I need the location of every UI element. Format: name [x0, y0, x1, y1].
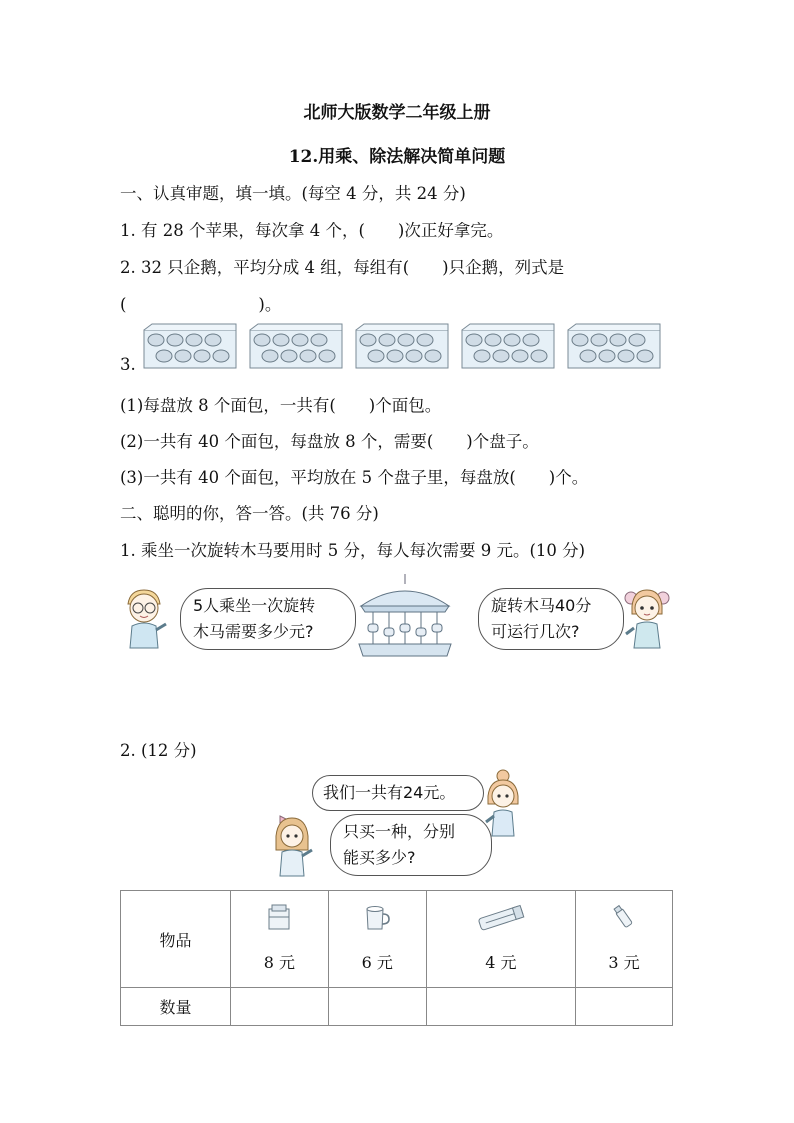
bread-tray-icon: [248, 322, 344, 370]
price-item-4: 3 元: [608, 953, 640, 972]
table-cell-item-1: [230, 891, 328, 988]
question-1-3-3: (3)一共有 40 个面包，平均放在 5 个盘子里，每盘放( )个。: [120, 468, 589, 487]
speech-bubble-middle: [330, 814, 492, 876]
speech-bubble-right-line2: 可运行几次?: [491, 622, 580, 641]
question-1-3-2: (2)一共有 40 个面包，每盘放 8 个，需要( )个盘子。: [120, 432, 539, 451]
quantity-answer-cell[interactable]: [230, 988, 328, 1026]
mug-icon: [363, 903, 391, 931]
glue-icon: [611, 903, 637, 933]
page-title: 北师大版数学二年级上册: [303, 103, 491, 123]
question-1-1: 1. 有 28 个苹果，每次拿 4 个，( )次正好拿完。: [120, 221, 504, 240]
table-row-items: [121, 891, 673, 988]
table-header-quantity: [121, 988, 231, 1026]
price-item-3: 4 元: [485, 953, 517, 972]
table-row-quantity: [121, 988, 673, 1026]
speech-bubble-top-text: 我们一共有24元。: [323, 783, 456, 802]
question-1-2-line2: ( )。: [120, 295, 282, 314]
speech-bubble-right-line1: 旋转木马40分: [491, 596, 592, 615]
pencil-box-icon: [266, 903, 292, 931]
speech-bubble-left-line2: 木马需要多少元?: [193, 622, 314, 641]
question-1-3-1: (1)每盘放 8 个面包，一共有( )个面包。: [120, 396, 442, 415]
speech-bubble-middle-line2: 能买多少?: [343, 848, 416, 867]
section1-heading: 一、认真审题，填一填。(每空 4 分，共 24 分): [120, 184, 466, 203]
table-header-items: [121, 891, 231, 988]
carousel-illustration: [355, 572, 455, 658]
speech-bubble-left-line1: 5人乘坐一次旋转: [193, 596, 316, 615]
bread-tray-icon: [460, 322, 556, 370]
goods-table: [120, 890, 673, 1026]
question-2-2: 2. (12 分): [120, 741, 197, 760]
price-item-2: 6 元: [361, 953, 393, 972]
quantity-answer-cell[interactable]: [328, 988, 426, 1026]
speech-bubble-middle-line1: 只买一种，分别: [343, 822, 456, 841]
question-2-1: 1. 乘坐一次旋转木马要用时 5 分，每人每次需要 9 元。(10 分): [120, 541, 586, 560]
bread-tray-icon: [354, 322, 450, 370]
quantity-answer-cell[interactable]: [426, 988, 575, 1026]
bread-trays-illustration: [142, 322, 662, 372]
question-1-3-number: 3.: [120, 355, 136, 374]
girl-illustration: [622, 584, 672, 650]
bread-tray-icon: [566, 322, 662, 370]
section2-heading: 二、聪明的你，答一答。(共 76 分): [120, 504, 379, 523]
quantity-answer-cell[interactable]: [576, 988, 673, 1026]
price-item-1: 8 元: [263, 953, 296, 972]
speech-bubble-left: [180, 588, 356, 650]
table-label-quantity: 数量: [159, 998, 192, 1017]
boy-illustration: [118, 586, 170, 652]
bread-tray-icon: [142, 322, 238, 370]
table-cell-item-2: [328, 891, 426, 988]
girl-illustration: [268, 810, 316, 878]
table-label-items: 物品: [159, 930, 192, 950]
pencil-case-icon: [475, 903, 527, 933]
speech-bubble-right: [478, 588, 624, 650]
table-cell-item-3: [426, 891, 575, 988]
table-cell-item-4: [576, 891, 673, 988]
page-subtitle: 12.用乘、除法解决简单问题: [288, 147, 506, 167]
speech-bubble-top: [312, 775, 484, 811]
question-1-2-line1: 2. 32 只企鹅，平均分成 4 组，每组有( )只企鹅，列式是: [120, 258, 565, 277]
